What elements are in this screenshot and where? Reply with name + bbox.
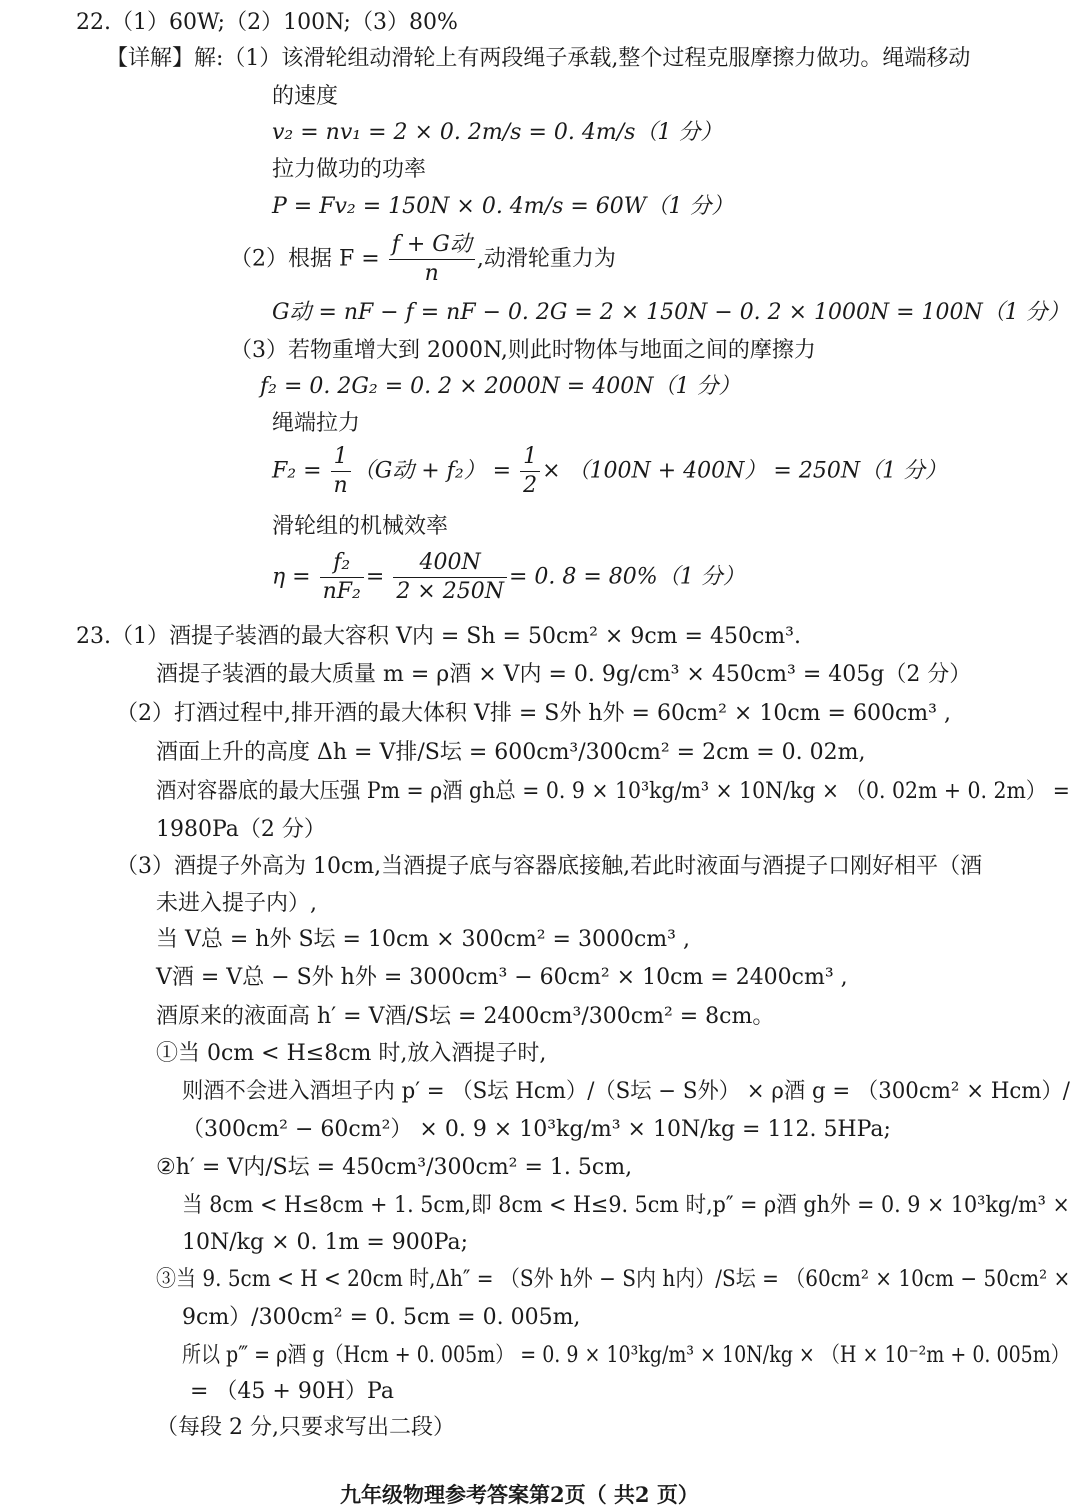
fraction-numerator: 1 <box>520 446 540 472</box>
q22-text-power: 拉力做功的功率 <box>272 157 427 182</box>
q23-line-19: 9cm）/300cm² = 0. 5cm = 0. 005m, <box>182 1305 581 1330</box>
q22-part2-pre: （2）根据 F = <box>230 246 380 272</box>
q23-line-4: 酒面上升的高度 Δh = V排/S坛 = 600cm³/300cm² = 2cm = 0. 02m, <box>156 740 866 765</box>
q23-line-18: ③当 9. 5cm < H < 20cm 时,Δh″ = （S外 h外 − S内 h内）/S坛 = （60cm² × 10cm − 50cm² × <box>156 1267 1071 1292</box>
q23-line-15: ②h′ = V内/S坛 = 450cm³/300cm² = 1. 5cm, <box>156 1155 633 1180</box>
q22-fraction-400-over-500 <box>393 552 507 603</box>
fraction-denominator: 2 × 250N <box>396 579 504 604</box>
q22-explanation-line-1: 【详解】解:（1）该滑轮组动滑轮上有两段绳子承载,整个过程克服摩擦力做功。绳端移动 <box>106 46 971 71</box>
q22-part3-line: （3）若物重增大到 2000N,则此时物体与地面之间的摩擦力 <box>230 338 816 363</box>
q23-line-1: 23.（1）酒提子装酒的最大容积 V内 = Sh = 50cm² × 9cm = 450cm³. <box>76 624 801 649</box>
q22-formula-speed: v₂ = nv₁ = 2 × 0. 2m/s = 0. 4m/s（1 分） <box>272 120 723 145</box>
q22-formula-rope-force <box>272 446 947 497</box>
q23-line-17: 10N/kg × 0. 1m = 900Pa; <box>182 1230 469 1255</box>
q22-eta-post: = 0. 8 = 80%（1 分） <box>508 564 745 590</box>
q23-line-21: = （45 + 90H）Pa <box>190 1379 394 1404</box>
q23-line-11: 酒原来的液面高 h′ = V酒/S坛 = 2400cm³/300cm² = 8cm。 <box>156 1004 775 1029</box>
fraction-denominator: n <box>424 261 439 286</box>
q23-line-13: 则酒不会进入酒坦子内 p′ = （S坛 Hcm）/（S坛 − S外） × ρ酒 g = （300cm² × Hcm）/ <box>182 1079 1070 1104</box>
q22-f2-pre: F₂ = <box>272 458 322 484</box>
q22-formula-power: P = Fv₂ = 150N × 0. 4m/s = 60W（1 分） <box>272 194 734 219</box>
q23-line-8: 未进入提子内）, <box>156 891 317 916</box>
q22-formula-efficiency <box>272 552 745 603</box>
q23-line-14: （300cm² − 60cm²） × 0. 9 × 10³kg/m³ × 10N/kg = 112. 5HPa; <box>182 1117 891 1142</box>
fraction-denominator: n <box>333 473 348 498</box>
q23-line-6: 1980Pa（2 分） <box>156 817 326 842</box>
q22-part2-post: ,动滑轮重力为 <box>476 246 616 272</box>
q23-line-10: V酒 = V总 − S外 h外 = 3000cm³ − 60cm² × 10cm = 2400cm³ , <box>156 965 848 990</box>
q23-line-2: 酒提子装酒的最大质量 m = ρ酒 × V内 = 0. 9g/cm³ × 450cm³ = 405g（2 分） <box>156 662 972 687</box>
q22-f2-mid: （G动 + f₂） = <box>352 458 512 484</box>
fraction-denominator: nF₂ <box>322 579 361 604</box>
q23-line-9: 当 V总 = h外 S坛 = 10cm × 300cm² = 3000cm³ , <box>156 927 690 952</box>
q23-line-16: 当 8cm < H≤8cm + 1. 5cm,即 8cm < H≤9. 5cm 时,p″ = ρ酒 gh外 = 0. 9 × 10³kg/m³ × <box>182 1193 1070 1218</box>
page-footer: 九年级物理参考答案第2页（ 共2 页） <box>340 1482 699 1507</box>
fraction-denominator: 2 <box>523 473 538 498</box>
fraction-numerator: f₂ <box>320 552 364 578</box>
q22-formula-pulley-weight: G动 = nF − f = nF − 0. 2G = 2 × 150N − 0. 2 × 1000N = 100N（1 分） <box>272 300 1070 325</box>
q22-fraction-f2-over-nf2 <box>320 552 364 603</box>
q23-line-7: （3）酒提子外高为 10cm,当酒提子底与容器底接触,若此时液面与酒提子口刚好相平（酒 <box>116 854 983 879</box>
q22-fraction-1-over-2 <box>520 446 540 497</box>
fraction-numerator: f + G动 <box>389 234 475 260</box>
q23-line-12: ①当 0cm < H≤8cm 时,放入酒提子时, <box>156 1041 547 1066</box>
q23-line-20: 所以 p‴ = ρ酒 g（Hcm + 0. 005m） = 0. 9 × 10³kg/m³ × 10N/kg × （H × 10⁻²m + 0. 005m） <box>182 1343 1070 1368</box>
q22-fraction-force <box>389 234 475 285</box>
q22-text-rope-force: 绳端拉力 <box>272 411 361 436</box>
fraction-numerator: 400N <box>393 552 507 578</box>
q22-part2-line <box>230 234 616 285</box>
fraction-numerator: 1 <box>331 446 351 472</box>
q22-text-efficiency: 滑轮组的机械效率 <box>272 514 449 539</box>
q23-line-3: （2）打酒过程中,排开酒的最大体积 V排 = S外 h外 = 60cm² × 10cm = 600cm³ , <box>116 701 951 726</box>
q22-f2-post: × （100N + 400N） = 250N（1 分） <box>542 458 948 484</box>
q22-eta-eq: = <box>365 564 385 590</box>
q22-eta-pre: η = <box>272 564 311 590</box>
q23-line-5: 酒对容器底的最大压强 Pm = ρ酒 gh总 = 0. 9 × 10³kg/m³ × 10N/kg × （0. 02m + 0. 2m） = <box>156 779 1070 804</box>
q22-fraction-1-over-n <box>331 446 351 497</box>
q22-explanation-line-2: 的速度 <box>272 84 339 109</box>
q23-scoring-note: （每段 2 分,只要求写出二段） <box>156 1415 455 1440</box>
q22-formula-friction: f₂ = 0. 2G₂ = 0. 2 × 2000N = 400N（1 分） <box>260 374 741 399</box>
q22-answers: 22.（1）60W;（2）100N;（3）80% <box>76 10 458 35</box>
